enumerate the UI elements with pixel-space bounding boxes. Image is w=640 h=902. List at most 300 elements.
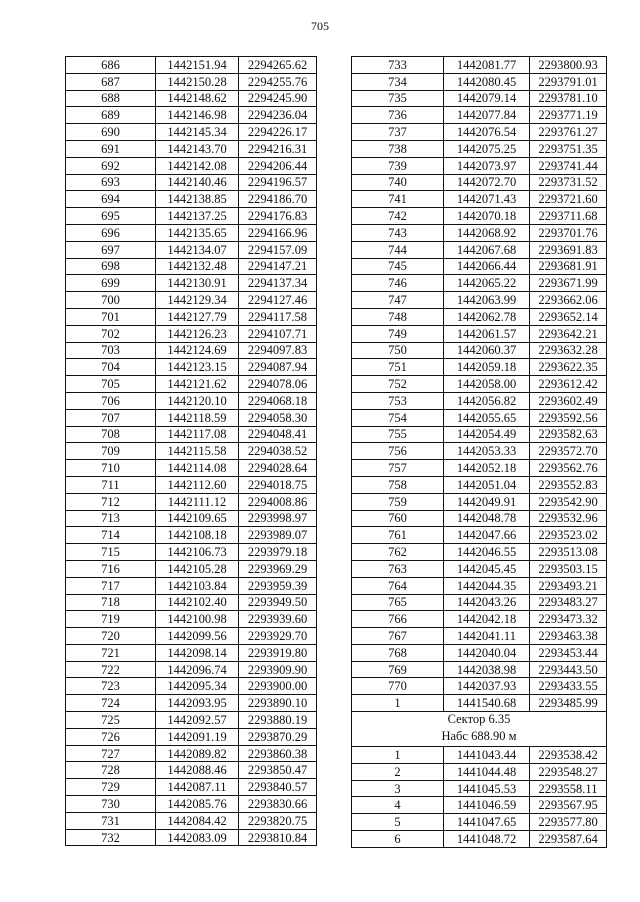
table-row <box>66 376 317 393</box>
y-coordinate-cell: 2293721.60 <box>530 191 607 208</box>
y-coordinate-cell: 2293701.76 <box>530 224 607 241</box>
table-row <box>352 747 607 764</box>
table-row <box>352 476 607 493</box>
y-coordinate-cell: 2293433.55 <box>530 678 607 695</box>
y-coordinate-cell: 2293493.21 <box>530 577 607 594</box>
x-coordinate-cell: 1442083.09 <box>156 829 239 846</box>
x-coordinate-cell: 1442106.73 <box>156 544 239 561</box>
x-coordinate-cell: 1442103.84 <box>156 577 239 594</box>
point-number-cell: 738 <box>352 140 444 157</box>
table-row <box>352 831 607 848</box>
table-row <box>352 460 607 477</box>
y-coordinate-cell: 2293989.07 <box>239 527 317 544</box>
table-row <box>352 90 607 107</box>
point-number-cell: 746 <box>352 275 444 292</box>
table-row <box>352 140 607 157</box>
point-number-cell: 727 <box>66 745 156 762</box>
y-coordinate-cell: 2293463.38 <box>530 628 607 645</box>
y-coordinate-cell: 2294196.57 <box>239 174 317 191</box>
x-coordinate-cell: 1442060.37 <box>444 342 530 359</box>
table-row <box>352 174 607 191</box>
table-row <box>66 779 317 796</box>
point-number-cell: 758 <box>352 476 444 493</box>
x-coordinate-cell: 1441044.48 <box>444 763 530 780</box>
x-coordinate-cell: 1442053.33 <box>444 443 530 460</box>
point-number-cell: 721 <box>66 644 156 661</box>
point-number-cell: 692 <box>66 157 156 174</box>
y-coordinate-cell: 2293771.19 <box>530 107 607 124</box>
y-coordinate-cell: 2294028.64 <box>239 460 317 477</box>
point-number-cell: 744 <box>352 241 444 258</box>
x-coordinate-cell: 1442037.93 <box>444 678 530 695</box>
y-coordinate-cell: 2294087.94 <box>239 359 317 376</box>
y-coordinate-cell: 2294166.96 <box>239 224 317 241</box>
x-coordinate-cell: 1442138.85 <box>156 191 239 208</box>
table-row <box>352 628 607 645</box>
y-coordinate-cell: 2293761.27 <box>530 124 607 141</box>
table-row <box>66 325 317 342</box>
point-number-cell: 695 <box>66 208 156 225</box>
page-number: 705 <box>311 19 329 33</box>
x-coordinate-cell: 1442041.11 <box>444 628 530 645</box>
point-number-cell: 720 <box>66 628 156 645</box>
point-number-cell: 736 <box>352 107 444 124</box>
x-coordinate-cell: 1442114.08 <box>156 460 239 477</box>
x-coordinate-cell: 1442087.11 <box>156 779 239 796</box>
y-coordinate-cell: 2293642.21 <box>530 325 607 342</box>
y-coordinate-cell: 2293929.70 <box>239 628 317 645</box>
point-number-cell: 764 <box>352 577 444 594</box>
y-coordinate-cell: 2293671.99 <box>530 275 607 292</box>
y-coordinate-cell: 2293577.80 <box>530 814 607 831</box>
coordinates-table-left <box>65 56 317 846</box>
y-coordinate-cell: 2294107.71 <box>239 325 317 342</box>
x-coordinate-cell: 1442111.12 <box>156 493 239 510</box>
table-row <box>66 560 317 577</box>
y-coordinate-cell: 2294097.83 <box>239 342 317 359</box>
x-coordinate-cell: 1442049.91 <box>444 493 530 510</box>
point-number-cell: 742 <box>352 208 444 225</box>
y-coordinate-cell: 2293711.68 <box>530 208 607 225</box>
x-coordinate-cell: 1442099.56 <box>156 628 239 645</box>
point-number-cell: 730 <box>66 796 156 813</box>
x-coordinate-cell: 1442091.19 <box>156 728 239 745</box>
point-number-cell: 6 <box>352 831 444 848</box>
table-row <box>352 678 607 695</box>
table-row <box>66 426 317 443</box>
point-number-cell: 2 <box>352 763 444 780</box>
x-coordinate-cell: 1442055.65 <box>444 409 530 426</box>
y-coordinate-cell: 2293622.35 <box>530 359 607 376</box>
y-coordinate-cell: 2293820.75 <box>239 812 317 829</box>
table-row <box>66 829 317 846</box>
point-number-cell: 749 <box>352 325 444 342</box>
table-row <box>352 797 607 814</box>
y-coordinate-cell: 2294018.75 <box>239 476 317 493</box>
table-row <box>66 460 317 477</box>
y-coordinate-cell: 2293969.29 <box>239 560 317 577</box>
table-row <box>352 392 607 409</box>
table-row <box>352 611 607 628</box>
sector-table-body <box>352 747 607 848</box>
point-number-cell: 726 <box>66 728 156 745</box>
y-coordinate-cell: 2293548.27 <box>530 763 607 780</box>
table-row <box>66 796 317 813</box>
y-coordinate-cell: 2293562.76 <box>530 460 607 477</box>
y-coordinate-cell: 2293662.06 <box>530 292 607 309</box>
point-number-cell: 741 <box>352 191 444 208</box>
y-coordinate-cell: 2294255.76 <box>239 73 317 90</box>
y-coordinate-cell: 2293850.47 <box>239 762 317 779</box>
y-coordinate-cell: 2293939.60 <box>239 611 317 628</box>
x-coordinate-cell: 1442146.98 <box>156 107 239 124</box>
x-coordinate-cell: 1442038.98 <box>444 661 530 678</box>
point-number-cell: 763 <box>352 560 444 577</box>
x-coordinate-cell: 1442093.95 <box>156 695 239 712</box>
table-row <box>66 544 317 561</box>
point-number-cell: 752 <box>352 376 444 393</box>
table-row <box>352 814 607 831</box>
y-coordinate-cell: 2293998.97 <box>239 510 317 527</box>
point-number-cell: 766 <box>352 611 444 628</box>
table-row <box>66 745 317 762</box>
point-number-cell: 723 <box>66 678 156 695</box>
table-row <box>66 292 317 309</box>
point-number-cell: 694 <box>66 191 156 208</box>
table-row <box>66 443 317 460</box>
x-coordinate-cell: 1442109.65 <box>156 510 239 527</box>
table-row <box>66 409 317 426</box>
y-coordinate-cell: 2293523.02 <box>530 527 607 544</box>
table-row <box>66 308 317 325</box>
point-number-cell: 709 <box>66 443 156 460</box>
y-coordinate-cell: 2293592.56 <box>530 409 607 426</box>
x-coordinate-cell: 1442047.66 <box>444 527 530 544</box>
point-number-cell: 696 <box>66 224 156 241</box>
table-row <box>66 476 317 493</box>
x-coordinate-cell: 1442058.00 <box>444 376 530 393</box>
y-coordinate-cell: 2293800.93 <box>530 57 607 74</box>
y-coordinate-cell: 2293483.27 <box>530 594 607 611</box>
x-coordinate-cell: 1442059.18 <box>444 359 530 376</box>
point-number-cell: 712 <box>66 493 156 510</box>
x-coordinate-cell: 1442063.99 <box>444 292 530 309</box>
point-number-cell: 725 <box>66 712 156 729</box>
table-row <box>352 157 607 174</box>
x-coordinate-cell: 1442065.22 <box>444 275 530 292</box>
point-number-cell: 708 <box>66 426 156 443</box>
point-number-cell: 734 <box>352 73 444 90</box>
y-coordinate-cell: 2293840.57 <box>239 779 317 796</box>
point-number-cell: 722 <box>66 661 156 678</box>
table-row <box>66 124 317 141</box>
x-coordinate-cell: 1442100.98 <box>156 611 239 628</box>
point-number-cell: 760 <box>352 510 444 527</box>
x-coordinate-cell: 1442048.78 <box>444 510 530 527</box>
table-row <box>66 661 317 678</box>
point-number-cell: 715 <box>66 544 156 561</box>
table-row <box>352 644 607 661</box>
table-row <box>66 712 317 729</box>
point-number-cell: 729 <box>66 779 156 796</box>
y-coordinate-cell: 2294236.04 <box>239 107 317 124</box>
coordinates-table-right <box>351 56 607 848</box>
y-coordinate-cell: 2293731.52 <box>530 174 607 191</box>
table-row <box>352 208 607 225</box>
point-number-cell: 732 <box>66 829 156 846</box>
table-row <box>66 157 317 174</box>
y-coordinate-cell: 2293652.14 <box>530 308 607 325</box>
y-coordinate-cell: 2293513.08 <box>530 544 607 561</box>
y-coordinate-cell: 2294048.41 <box>239 426 317 443</box>
x-coordinate-cell: 1441046.59 <box>444 797 530 814</box>
x-coordinate-cell: 1442105.28 <box>156 560 239 577</box>
point-number-cell: 711 <box>66 476 156 493</box>
x-coordinate-cell: 1442142.08 <box>156 157 239 174</box>
point-number-cell: 761 <box>352 527 444 544</box>
x-coordinate-cell: 1442095.34 <box>156 678 239 695</box>
x-coordinate-cell: 1441540.68 <box>444 695 530 712</box>
point-number-cell: 4 <box>352 797 444 814</box>
table-row <box>352 107 607 124</box>
point-number-cell: 759 <box>352 493 444 510</box>
table-row <box>66 73 317 90</box>
x-coordinate-cell: 1442043.26 <box>444 594 530 611</box>
point-number-cell: 737 <box>352 124 444 141</box>
x-coordinate-cell: 1442124.69 <box>156 342 239 359</box>
point-number-cell: 770 <box>352 678 444 695</box>
x-coordinate-cell: 1442056.82 <box>444 392 530 409</box>
point-number-cell: 688 <box>66 90 156 107</box>
y-coordinate-cell: 2293781.10 <box>530 90 607 107</box>
table-row <box>352 594 607 611</box>
y-coordinate-cell: 2293552.83 <box>530 476 607 493</box>
y-coordinate-cell: 2293691.83 <box>530 241 607 258</box>
table-row <box>66 493 317 510</box>
x-coordinate-cell: 1442084.42 <box>156 812 239 829</box>
point-number-cell: 719 <box>66 611 156 628</box>
point-number-cell: 686 <box>66 57 156 74</box>
table-row <box>66 241 317 258</box>
table-row <box>352 275 607 292</box>
x-coordinate-cell: 1442052.18 <box>444 460 530 477</box>
y-coordinate-cell: 2293979.18 <box>239 544 317 561</box>
x-coordinate-cell: 1442120.10 <box>156 392 239 409</box>
table-row <box>66 644 317 661</box>
y-coordinate-cell: 2293791.01 <box>530 73 607 90</box>
y-coordinate-cell: 2293830.66 <box>239 796 317 813</box>
x-coordinate-cell: 1442137.25 <box>156 208 239 225</box>
coordinates-table-left-body <box>66 57 317 846</box>
table-row <box>66 57 317 74</box>
point-number-cell: 690 <box>66 124 156 141</box>
x-coordinate-cell: 1442066.44 <box>444 258 530 275</box>
x-coordinate-cell: 1442067.68 <box>444 241 530 258</box>
x-coordinate-cell: 1442096.74 <box>156 661 239 678</box>
x-coordinate-cell: 1442126.23 <box>156 325 239 342</box>
x-coordinate-cell: 1441045.53 <box>444 780 530 797</box>
point-number-cell: 743 <box>352 224 444 241</box>
table-row <box>66 140 317 157</box>
y-coordinate-cell: 2294265.62 <box>239 57 317 74</box>
point-number-cell: 703 <box>66 342 156 359</box>
point-number-cell: 728 <box>66 762 156 779</box>
point-number-cell: 713 <box>66 510 156 527</box>
point-number-cell: 702 <box>66 325 156 342</box>
point-number-cell: 769 <box>352 661 444 678</box>
x-coordinate-cell: 1442143.70 <box>156 140 239 157</box>
x-coordinate-cell: 1442127.79 <box>156 308 239 325</box>
y-coordinate-cell: 2294226.17 <box>239 124 317 141</box>
y-coordinate-cell: 2293880.19 <box>239 712 317 729</box>
table-row <box>352 763 607 780</box>
point-number-cell: 1 <box>352 695 444 712</box>
x-coordinate-cell: 1442117.08 <box>156 426 239 443</box>
x-coordinate-cell: 1442085.76 <box>156 796 239 813</box>
table-row <box>66 510 317 527</box>
table-row <box>66 258 317 275</box>
y-coordinate-cell: 2294216.31 <box>239 140 317 157</box>
y-coordinate-cell: 2293949.50 <box>239 594 317 611</box>
x-coordinate-cell: 1442062.78 <box>444 308 530 325</box>
y-coordinate-cell: 2293485.99 <box>530 695 607 712</box>
y-coordinate-cell: 2293503.15 <box>530 560 607 577</box>
table-row <box>352 292 607 309</box>
point-number-cell: 765 <box>352 594 444 611</box>
table-row <box>352 493 607 510</box>
x-coordinate-cell: 1442108.18 <box>156 527 239 544</box>
point-number-cell: 1 <box>352 747 444 764</box>
table-row <box>352 308 607 325</box>
x-coordinate-cell: 1441043.44 <box>444 747 530 764</box>
table-row <box>352 124 607 141</box>
y-coordinate-cell: 2294117.58 <box>239 308 317 325</box>
sector-header-row <box>352 712 607 747</box>
table-row <box>352 73 607 90</box>
table-row <box>352 661 607 678</box>
table-row <box>352 342 607 359</box>
x-coordinate-cell: 1442044.35 <box>444 577 530 594</box>
point-number-cell: 747 <box>352 292 444 309</box>
point-number-cell: 751 <box>352 359 444 376</box>
x-coordinate-cell: 1442073.97 <box>444 157 530 174</box>
y-coordinate-cell: 2293810.84 <box>239 829 317 846</box>
point-number-cell: 697 <box>66 241 156 258</box>
y-coordinate-cell: 2293751.35 <box>530 140 607 157</box>
x-coordinate-cell: 1442129.34 <box>156 292 239 309</box>
point-number-cell: 768 <box>352 644 444 661</box>
table-row <box>66 527 317 544</box>
table-row <box>66 275 317 292</box>
point-number-cell: 689 <box>66 107 156 124</box>
x-coordinate-cell: 1442089.82 <box>156 745 239 762</box>
y-coordinate-cell: 2293582.63 <box>530 426 607 443</box>
sector-subtitle: Набс 688.90 м <box>441 729 517 744</box>
y-coordinate-cell: 2293572.70 <box>530 443 607 460</box>
table-row <box>66 392 317 409</box>
point-number-cell: 710 <box>66 460 156 477</box>
x-coordinate-cell: 1442140.46 <box>156 174 239 191</box>
table-row <box>352 780 607 797</box>
table-row <box>352 258 607 275</box>
x-coordinate-cell: 1442092.57 <box>156 712 239 729</box>
point-number-cell: 714 <box>66 527 156 544</box>
table-row <box>352 57 607 74</box>
x-coordinate-cell: 1442150.28 <box>156 73 239 90</box>
point-number-cell: 754 <box>352 409 444 426</box>
x-coordinate-cell: 1442042.18 <box>444 611 530 628</box>
table-row <box>66 107 317 124</box>
y-coordinate-cell: 2294078.06 <box>239 376 317 393</box>
y-coordinate-cell: 2294038.52 <box>239 443 317 460</box>
table-row <box>66 611 317 628</box>
point-number-cell: 756 <box>352 443 444 460</box>
y-coordinate-cell: 2293959.39 <box>239 577 317 594</box>
point-number-cell: 706 <box>66 392 156 409</box>
x-coordinate-cell: 1442051.04 <box>444 476 530 493</box>
table-row <box>352 510 607 527</box>
y-coordinate-cell: 2293532.96 <box>530 510 607 527</box>
table-row <box>352 191 607 208</box>
y-coordinate-cell: 2293567.95 <box>530 797 607 814</box>
table-row <box>66 359 317 376</box>
point-number-cell: 704 <box>66 359 156 376</box>
y-coordinate-cell: 2294127.46 <box>239 292 317 309</box>
x-coordinate-cell: 1442145.34 <box>156 124 239 141</box>
point-number-cell: 753 <box>352 392 444 409</box>
table-row <box>66 208 317 225</box>
y-coordinate-cell: 2293558.11 <box>530 780 607 797</box>
y-coordinate-cell: 2293900.00 <box>239 678 317 695</box>
y-coordinate-cell: 2294176.83 <box>239 208 317 225</box>
table-row <box>66 174 317 191</box>
x-coordinate-cell: 1442130.91 <box>156 275 239 292</box>
y-coordinate-cell: 2294157.09 <box>239 241 317 258</box>
x-coordinate-cell: 1442071.43 <box>444 191 530 208</box>
point-number-cell: 733 <box>352 57 444 74</box>
sector-title: Сектор 6.35 <box>447 712 511 727</box>
y-coordinate-cell: 2294147.21 <box>239 258 317 275</box>
y-coordinate-cell: 2293890.10 <box>239 695 317 712</box>
x-coordinate-cell: 1441048.72 <box>444 831 530 848</box>
y-coordinate-cell: 2293542.90 <box>530 493 607 510</box>
x-coordinate-cell: 1442054.49 <box>444 426 530 443</box>
y-coordinate-cell: 2293473.32 <box>530 611 607 628</box>
point-number-cell: 755 <box>352 426 444 443</box>
x-coordinate-cell: 1442075.25 <box>444 140 530 157</box>
x-coordinate-cell: 1442080.45 <box>444 73 530 90</box>
point-number-cell: 716 <box>66 560 156 577</box>
table-row <box>352 409 607 426</box>
point-number-cell: 3 <box>352 780 444 797</box>
table-row <box>352 560 607 577</box>
point-number-cell: 699 <box>66 275 156 292</box>
point-number-cell: 767 <box>352 628 444 645</box>
x-coordinate-cell: 1442077.84 <box>444 107 530 124</box>
x-coordinate-cell: 1442079.14 <box>444 90 530 107</box>
y-coordinate-cell: 2294068.18 <box>239 392 317 409</box>
y-coordinate-cell: 2293587.64 <box>530 831 607 848</box>
point-number-cell: 707 <box>66 409 156 426</box>
y-coordinate-cell: 2293860.38 <box>239 745 317 762</box>
sector-header-cell <box>352 712 607 747</box>
x-coordinate-cell: 1442081.77 <box>444 57 530 74</box>
x-coordinate-cell: 1442098.14 <box>156 644 239 661</box>
table-row <box>66 577 317 594</box>
table-row <box>66 90 317 107</box>
point-number-cell: 700 <box>66 292 156 309</box>
table-row <box>352 224 607 241</box>
